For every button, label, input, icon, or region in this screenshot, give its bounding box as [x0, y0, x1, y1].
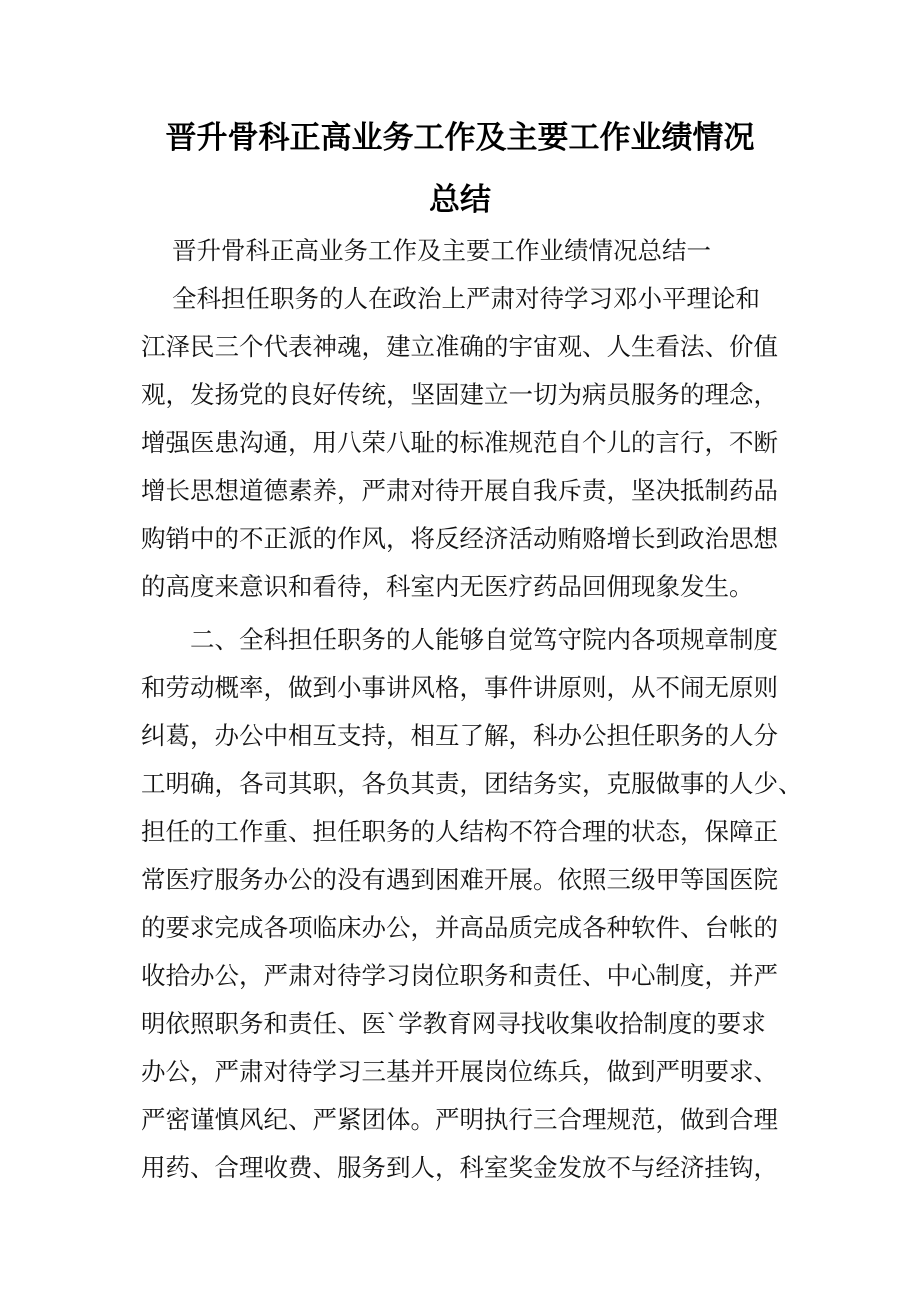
body-line: 和劳动概率，做到小事讲风格，事件讲原则，从不闹无原则	[141, 673, 778, 702]
body-line: 用药、合理收费、服务到人，科室奖金发放不与经济挂钩，	[141, 1153, 778, 1182]
body-line: 收拾办公，严肃对待学习岗位职务和责任、中心制度，并严	[141, 961, 778, 990]
body-line: 明依照职务和责任、医`学教育网寻找收集收拾制度的要求	[141, 1009, 766, 1038]
body-line: 全科担任职务的人在政治上严肃对待学习邓小平理论和	[172, 284, 760, 313]
body-line: 的高度来意识和看待，科室内无医疗药品回佣现象发生。	[141, 572, 754, 601]
body-line: 增强医患沟通，用八荣八耻的标准规范自个儿的言行，不断	[141, 428, 778, 457]
document-title-line-1: 晋升骨科正高业务工作及主要工作业绩情况	[165, 120, 755, 156]
body-line: 晋升骨科正高业务工作及主要工作业绩情况总结一	[172, 236, 711, 265]
body-line: 江泽民三个代表神魂，建立准确的宇宙观、人生看法、价值	[141, 332, 778, 361]
body-line: 购销中的不正派的作风，将反经济活动贿赂增长到政治思想	[141, 524, 778, 553]
body-line: 增长思想道德素养，严肃对待开展自我斥责，坚决抵制药品	[141, 476, 778, 505]
body-line: 常医疗服务办公的没有遇到困难开展。依照三级甲等国医院	[141, 865, 778, 894]
body-line: 二、全科担任职务的人能够自觉笃守院内各项规章制度	[190, 625, 778, 654]
document-title-line-2: 总结	[429, 182, 491, 218]
body-line: 办公，严肃对待学习三基并开展岗位练兵，做到严明要求、	[141, 1057, 778, 1086]
body-line: 担任的工作重、担任职务的人结构不符合理的状态，保障正	[141, 817, 778, 846]
body-line: 观，发扬党的良好传统，坚固建立一切为病员服务的理念，	[141, 380, 778, 409]
body-line: 的要求完成各项临床办公，并高品质完成各种软件、台帐的	[141, 913, 778, 942]
body-line: 工明确，各司其职，各负其责，团结务实，克服做事的人少、	[141, 769, 803, 798]
body-line: 纠葛，办公中相互支持，相互了解，科办公担任职务的人分	[141, 721, 778, 750]
body-line: 严密谨慎风纪、严紧团体。严明执行三合理规范，做到合理	[141, 1105, 778, 1134]
